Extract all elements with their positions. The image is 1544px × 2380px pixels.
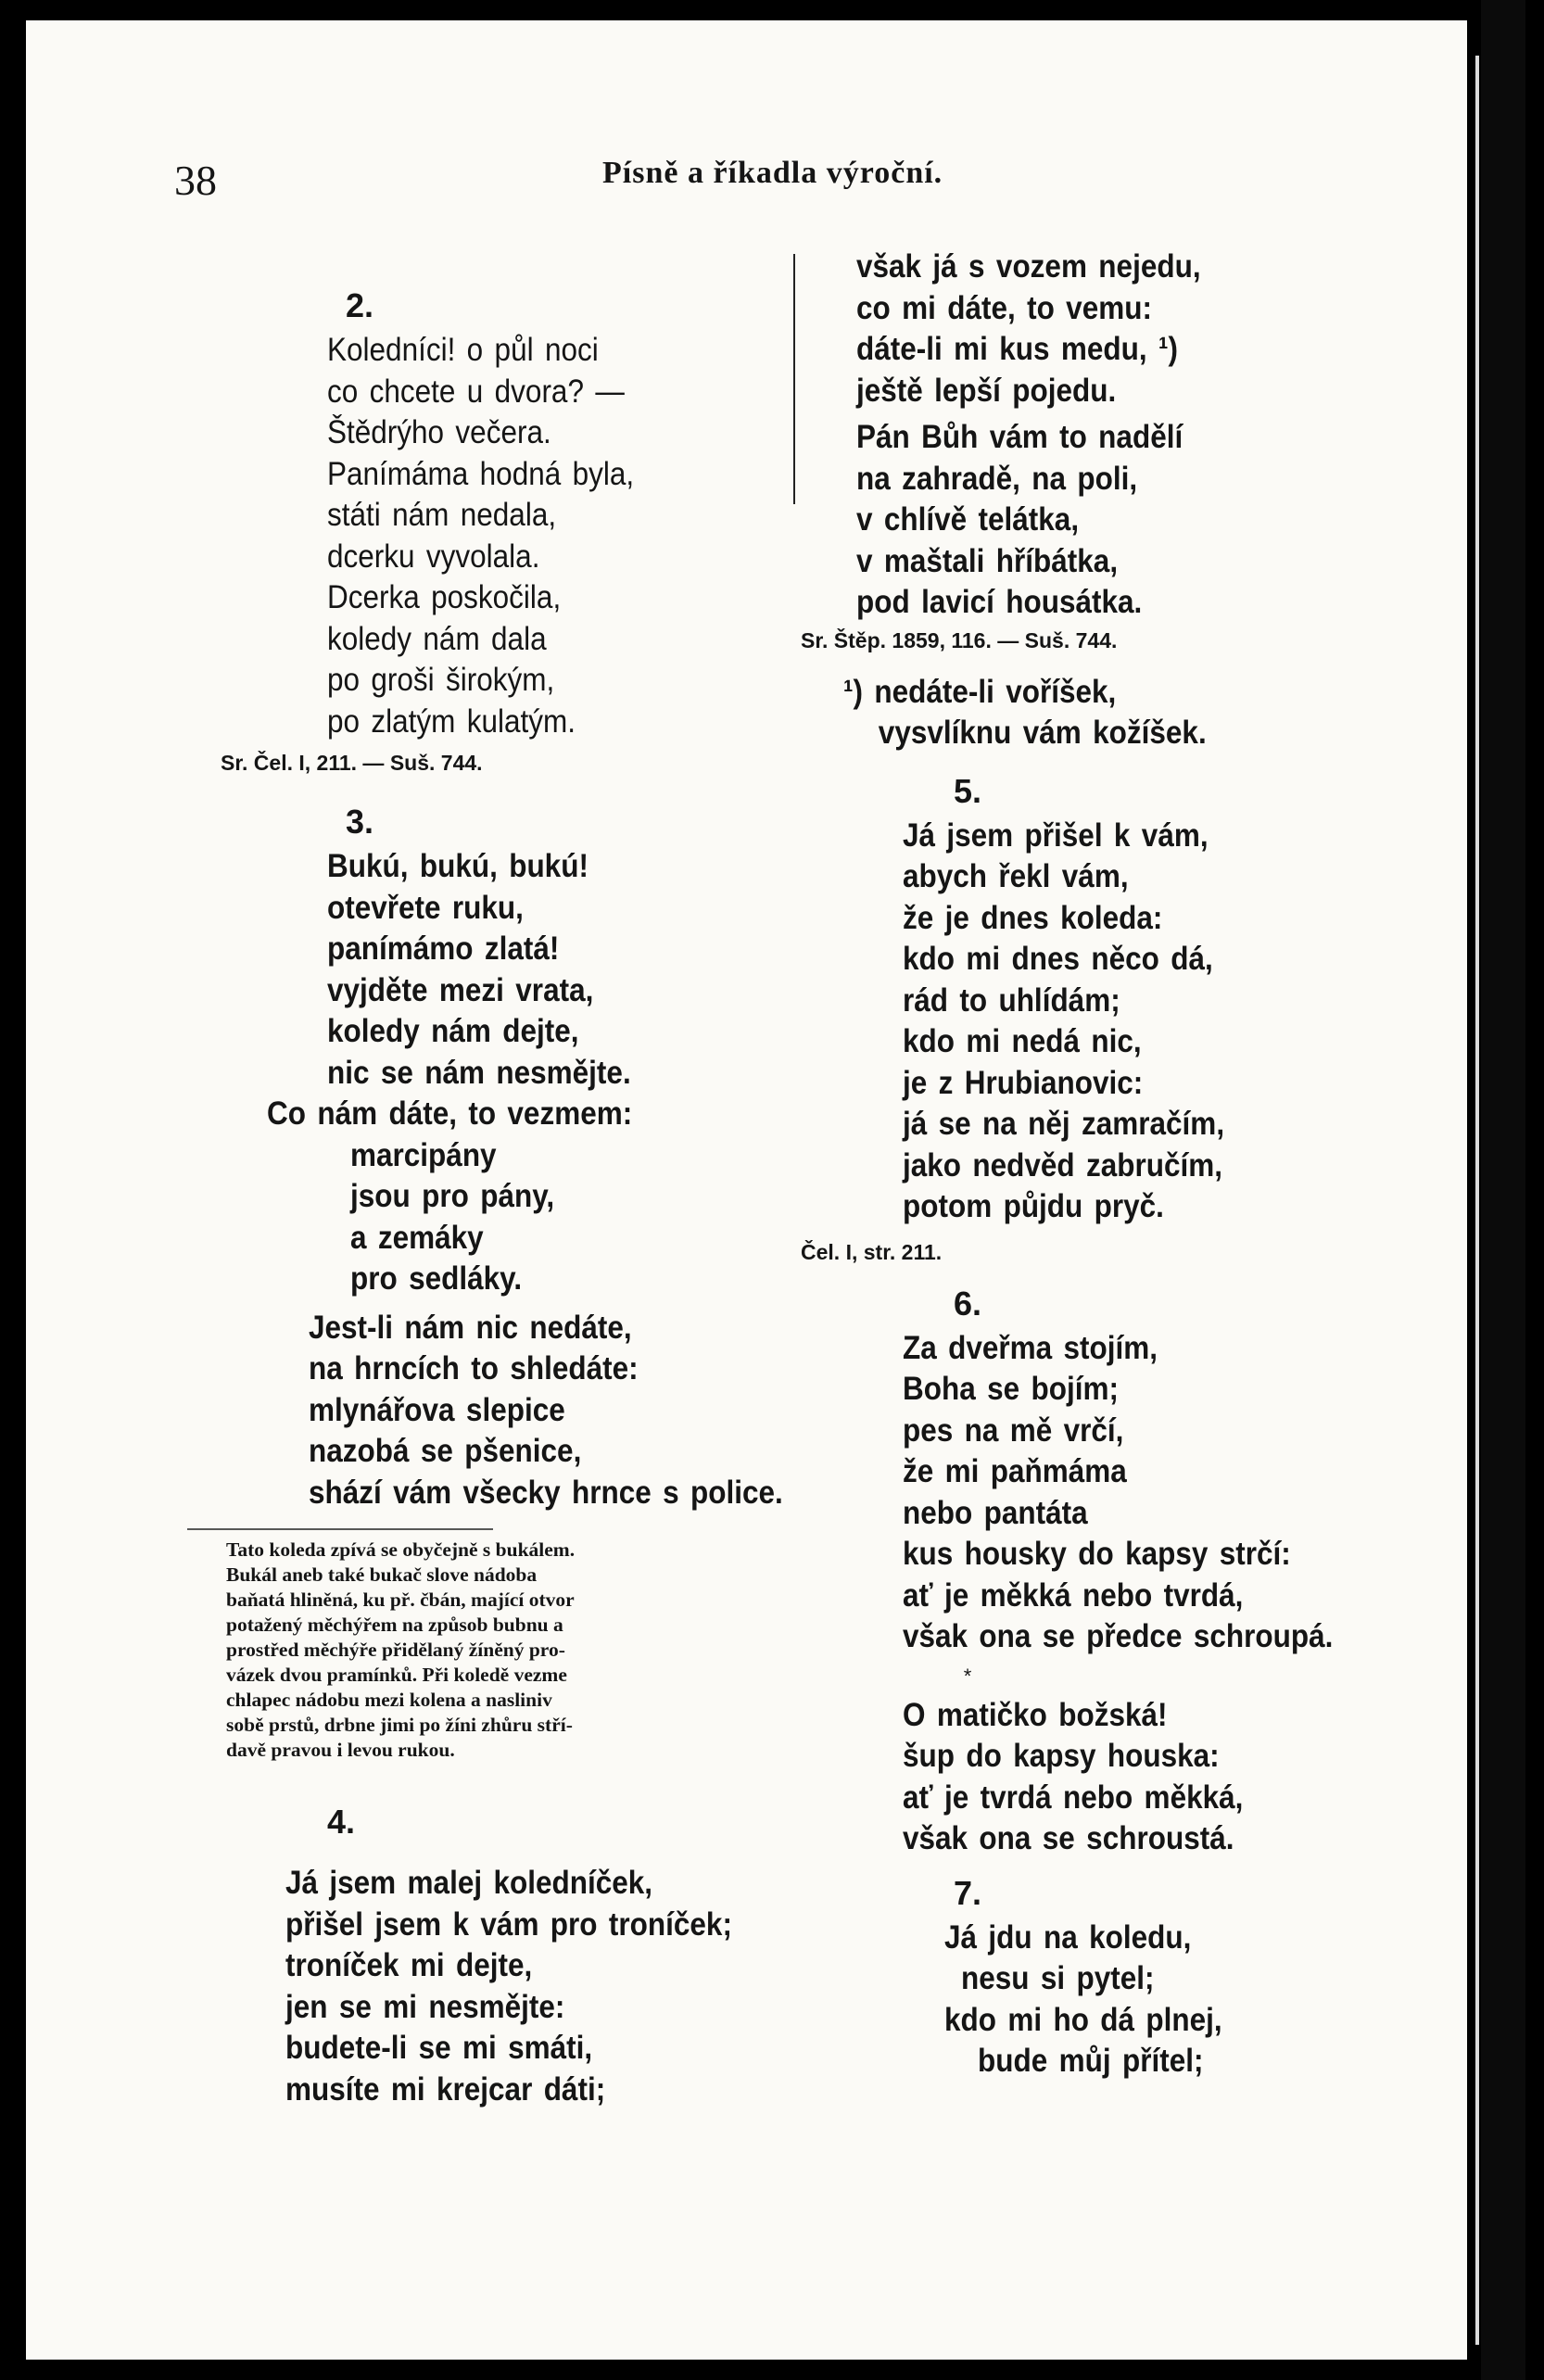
- verse-line: státi nám nedala,: [327, 497, 557, 533]
- verse-line: koledy nám dejte,: [327, 1013, 579, 1049]
- source-reference: Sr. Čel. I, 211. — Suš. 744.: [221, 751, 483, 775]
- verse-line: jsou pro pány,: [350, 1178, 555, 1214]
- verse-line: nazobá se pšenice,: [309, 1433, 582, 1469]
- verse-line: panímámo zlatá!: [327, 930, 560, 967]
- verse-line: mlynářova slepice: [309, 1391, 565, 1428]
- verse-line: otevřete ruku,: [327, 889, 524, 926]
- note-line: sobě prstů, drbne jimi po žíni zhůru stří-: [226, 1714, 573, 1736]
- note-line: prostřed měchýře přidělaný žíněný pro-: [226, 1639, 565, 1661]
- verse-line: Boha se bojím;: [903, 1371, 1119, 1407]
- verse-line: ještě lepší pojedu.: [856, 372, 1117, 409]
- verse-line: dáte-li mi kus medu, ¹): [856, 331, 1178, 367]
- verse-line: že mi paňmáma: [903, 1453, 1127, 1489]
- song-4-continuation-b: [801, 417, 1394, 624]
- verse-line: v chlívě telátka,: [856, 501, 1080, 538]
- song-6-verse-b: [801, 1695, 1394, 1860]
- song-number-6: 6.: [953, 1284, 982, 1323]
- verse-line: pod lavicí housátka.: [856, 584, 1143, 620]
- footnote-line: ¹) nedáte-li voříšek,: [843, 673, 1117, 710]
- verse-line: musíte mi krejcar dáti;: [285, 2070, 606, 2108]
- verse-line: co mi dáte, to vemu:: [856, 289, 1152, 326]
- note-line: chlapec nádobu mezi kolena a nasliniv: [226, 1689, 552, 1711]
- verse-line: pes na mě vrčí,: [903, 1412, 1124, 1449]
- verse-line: šup do kapsy houska:: [903, 1738, 1220, 1774]
- verse-line: je z Hrubianovic:: [903, 1064, 1144, 1101]
- verse-line: abych řekl vám,: [903, 858, 1129, 894]
- verse-line: Panímáma hodná byla,: [327, 455, 635, 492]
- song-6-verse: [801, 1328, 1394, 1658]
- verse-line: troníček mi dejte,: [285, 1947, 533, 1983]
- verse-line: nesu si pytel;: [961, 1960, 1155, 1996]
- verse-line: dcerku vyvolala.: [327, 538, 540, 575]
- verse-line: v maštali hříbátka,: [856, 542, 1119, 579]
- verse-line: kdo mi dnes něco dá,: [903, 941, 1213, 977]
- verse-line: přišel jsem k vám pro troníček;: [285, 1905, 732, 1943]
- verse-line: po groši širokým,: [327, 662, 555, 698]
- verse-line: O matičko božská!: [903, 1696, 1168, 1733]
- source-reference: Čel. I, str. 211.: [801, 1239, 943, 1264]
- page-number: 38: [174, 157, 217, 204]
- verse-line: Já jsem malej koledníček,: [285, 1865, 653, 1901]
- song-number-3: 3.: [345, 803, 374, 841]
- scan-edge-line: [1475, 56, 1479, 2345]
- footnote-bukal: [193, 1538, 786, 1763]
- verse-line: však já s vozem nejedu,: [856, 248, 1201, 285]
- song-number-2: 2.: [345, 286, 374, 324]
- verse-line: Jest-li nám nic nedáte,: [309, 1309, 632, 1346]
- song-2-verse: [193, 330, 786, 742]
- left-column: [193, 282, 786, 2110]
- song-3-verse-a: [193, 846, 786, 1094]
- verse-line: kdo mi nedá nic,: [903, 1023, 1142, 1059]
- song-number-4: 4.: [326, 1803, 356, 1841]
- verse-line: pro sedláky.: [350, 1260, 523, 1297]
- song-3-verse-c: [193, 1308, 786, 1514]
- column-divider: [793, 254, 795, 504]
- song-4-continuation-a: [801, 247, 1394, 411]
- verse-line: že je dnes koleda:: [903, 899, 1163, 936]
- verse-line: potom půjdu pryč.: [903, 1188, 1164, 1224]
- song-7-verse: [801, 1918, 1394, 2082]
- scan-edge-dark: [1481, 0, 1525, 2380]
- verse-line: koledy nám dala: [327, 620, 547, 657]
- note-line: vázek dvou pramínků. Při koledě vezme: [226, 1664, 567, 1686]
- verse-line: budete-li se mi smáti,: [285, 2030, 593, 2066]
- verse-line: Já jdu na koledu,: [944, 1918, 1192, 1956]
- song-3-verse-b: [193, 1094, 786, 1300]
- verse-line: Bukú, bukú, bukú!: [327, 848, 588, 884]
- verse-line: jako nedvěd zabručím,: [903, 1146, 1223, 1184]
- verse-line: shází vám všecky hrnce s police.: [309, 1474, 783, 1511]
- verse-line: bude můj přítel;: [978, 2043, 1204, 2079]
- verse-line: ať je tvrdá nebo měkká,: [903, 1779, 1244, 1816]
- note-line: Bukál aneb také bukač slove nádoba: [226, 1563, 538, 1586]
- verse-line: po zlatým kulatým.: [327, 703, 576, 740]
- verse-line: na zahradě, na poli,: [856, 460, 1138, 497]
- running-title: Písně a říkadla výroční.: [602, 156, 943, 190]
- verse-line: však ona se předce schroupá.: [903, 1618, 1334, 1654]
- song-5-verse: [801, 816, 1394, 1228]
- verse-line: Štědrýho večera.: [327, 414, 551, 450]
- verse-line: ať je měkká nebo tvrdá,: [903, 1576, 1244, 1614]
- footnote-1: [801, 672, 1394, 754]
- verse-line: marcipány: [350, 1136, 497, 1173]
- verse-line: kus housky do kapsy strčí:: [903, 1536, 1291, 1572]
- ornament-asterisk: *: [963, 1664, 972, 1688]
- verse-line: já se na něj zamračím,: [903, 1106, 1225, 1142]
- verse-line: nebo pantáta: [903, 1494, 1088, 1531]
- verse-line: Pán Bůh vám to nadělí: [856, 419, 1183, 455]
- verse-line: kdo mi ho dá plnej,: [944, 2001, 1222, 2038]
- verse-line: však ona se schroustá.: [903, 1820, 1234, 1856]
- verse-line: Za dveřma stojím,: [903, 1329, 1158, 1366]
- verse-line: vyjděte mezi vrata,: [327, 971, 594, 1008]
- source-reference: Sr. Štěp. 1859, 116. — Suš. 744.: [801, 627, 1118, 652]
- song-number-5: 5.: [953, 771, 982, 810]
- verse-line: nic se nám nesmějte.: [327, 1054, 631, 1091]
- book-page: [26, 20, 1467, 2360]
- note-line: davě pravou i levou rukou.: [226, 1739, 455, 1761]
- verse-line: Koledníci! o půl noci: [327, 332, 599, 368]
- verse-line: Co nám dáte, to vezmem:: [267, 1095, 633, 1132]
- verse-line: Já jsem přišel k vám,: [903, 817, 1209, 854]
- footnote-line: vysvlíknu vám kožíšek.: [878, 715, 1207, 751]
- verse-line: Dcerka poskočila,: [327, 579, 562, 615]
- note-line: potažený měchýřem na způsob bubnu a: [226, 1614, 563, 1636]
- song-number-7: 7.: [953, 1873, 982, 1912]
- verse-line: a zemáky: [350, 1219, 484, 1256]
- right-column: [801, 247, 1394, 2082]
- verse-line: rád to uhlídám;: [903, 981, 1120, 1019]
- verse-line: co chcete u dvora? —: [327, 373, 625, 410]
- song-4-verse: [193, 1863, 786, 2110]
- verse-line: na hrncích to shledáte:: [309, 1350, 639, 1386]
- verse-line: jen se mi nesmějte:: [285, 1988, 565, 2025]
- note-line: baňatá hliněná, ku př. čbán, mající otvor: [226, 1589, 575, 1611]
- verse-indent: [267, 1135, 786, 1300]
- note-line: Tato koleda zpívá se obyčejně s bukálem.: [226, 1538, 576, 1561]
